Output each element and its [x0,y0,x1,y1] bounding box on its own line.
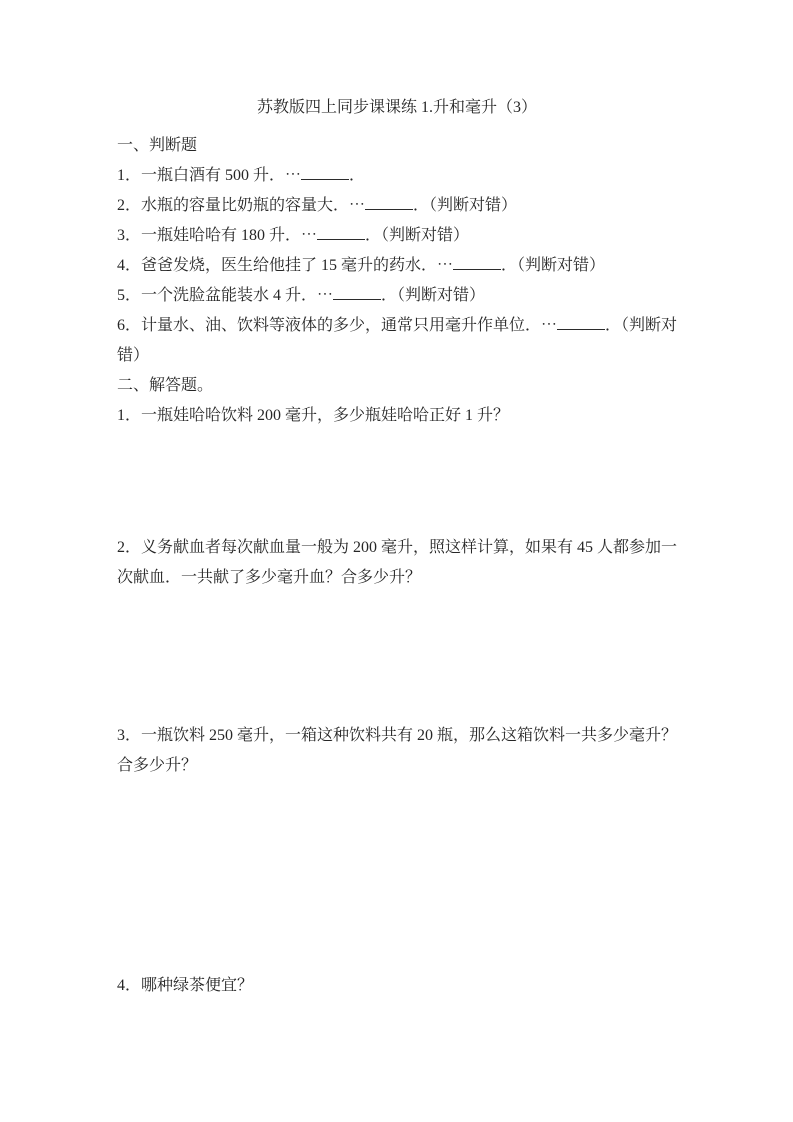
judgement-item-3-text: 3．一瓶娃哈哈有 180 升．⋯ [117,227,318,244]
judgement-item-1 [117,161,677,191]
solve-question-2-line1: 2．义务献血者每次献血量一般为 200 毫升，照这样计算，如果有 45 人都参加一 [117,539,678,556]
judgement-item-6-text: 6．计量水、油、饮料等液体的多少，通常只用毫升作单位．⋯ [117,317,558,334]
answer-blank-6 [557,315,605,330]
solve-question-2-line2: 次献血．一共献了多少毫升血？合多少升？ [117,569,422,586]
judgement-item-5 [117,281,677,311]
answer-blank-5 [333,285,381,300]
answer-blank-1 [301,165,349,180]
judgement-heading: 一、判断题 [117,137,198,154]
judgement-item-2-suffix: ．（判断对错） [413,197,518,214]
judgement-item-3 [117,221,677,251]
judgement-item-1-text: 1．一瓶白酒有 500 升．⋯ [117,167,302,184]
judgement-section [117,131,677,371]
judgement-item-6-suffix: ．（判断对 [605,317,678,334]
solve-question-4: 4．哪种绿茶便宜？ [117,977,254,994]
solve-heading: 二、解答题。 [117,377,214,394]
work-area-1 [117,431,677,533]
solve-question-3-line2: 合多少升？ [117,757,198,774]
judgement-item-2-text: 2．水瓶的容量比奶瓶的容量大．⋯ [117,197,366,214]
judgement-item-6-wrap: 错） [117,347,150,364]
solve-question-1: 1．一瓶娃哈哈饮料 200 毫升，多少瓶娃哈哈正好 1 升？ [117,407,510,424]
judgement-item-4 [117,251,677,281]
solve-question-3-line1: 3．一瓶饮料 250 毫升，一箱这种饮料共有 20 瓶，那么这箱饮料一共多少毫升？ [117,727,678,744]
judgement-item-1-suffix: ． [349,167,366,184]
judgement-item-4-text: 4．爸爸发烧，医生给他挂了 15 毫升的药水．⋯ [117,257,454,274]
work-area-3 [117,781,677,971]
judgement-item-5-text: 5．一个洗脸盆能装水 4 升．⋯ [117,287,334,304]
answer-blank-3 [317,225,365,240]
judgement-item-6 [117,311,677,341]
judgement-item-5-suffix: ．（判断对错） [381,287,486,304]
answer-blank-4 [453,255,501,270]
solve-section [117,371,677,1001]
judgement-item-2 [117,191,677,221]
judgement-item-3-suffix: ．（判断对错） [365,227,470,244]
work-area-2 [117,593,677,721]
answer-blank-2 [365,195,413,210]
judgement-item-4-suffix: ．（判断对错） [501,257,606,274]
page-title: 苏教版四上同步课课练 1.升和毫升（3） [256,99,537,116]
